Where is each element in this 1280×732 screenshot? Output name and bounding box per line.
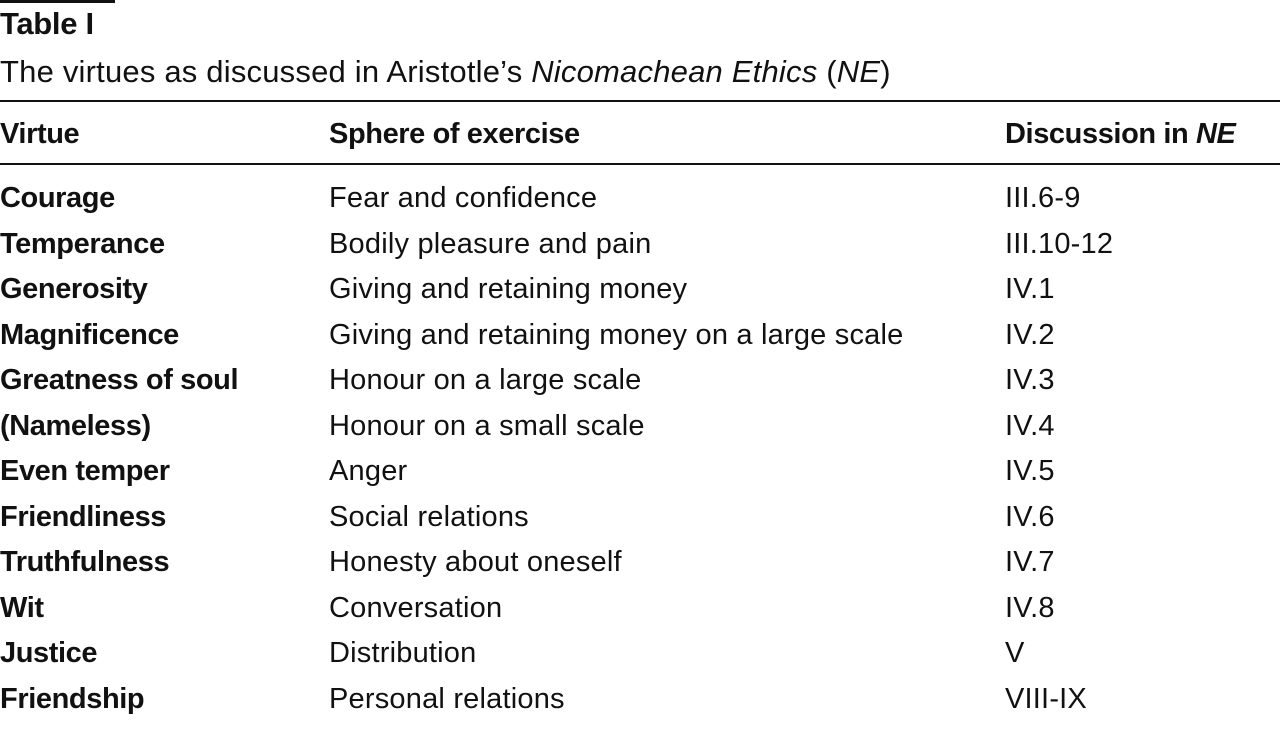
sphere-cell: Honour on a large scale [329,364,642,396]
sphere-cell: Distribution [329,637,477,669]
discussion-cell: III.6-9 [1005,182,1081,214]
column-header-discussion-abbr: NE [1196,118,1236,150]
table-row [0,358,1280,403]
discussion-cell: VIII-IX [1005,682,1087,715]
discussion-cell: III.10-12 [1005,227,1114,260]
table-label: Table I [0,6,94,41]
table-row [0,586,1280,631]
table-label-rule [0,0,115,3]
sphere-cell: Giving and retaining money [329,273,688,305]
virtue-cell: Wit [0,591,44,624]
virtue-cell: Generosity [0,273,148,305]
table-row [0,222,1280,267]
table-header-row [0,112,1280,157]
virtue-cell: Friendship [0,682,145,715]
caption-suffix: ) [880,54,891,89]
virtue-cell: Magnificence [0,318,179,351]
discussion-cell: IV.4 [1005,409,1055,442]
sphere-cell: Fear and confidence [329,182,598,214]
discussion-cell: IV.2 [1005,318,1055,351]
virtue-cell: Truthfulness [0,546,170,578]
column-header-virtue: Virtue [0,118,80,150]
table-top-rule [0,100,1280,102]
discussion-cell: IV.6 [1005,500,1055,533]
virtue-cell: Courage [0,182,115,214]
virtue-cell: Temperance [0,227,165,260]
virtue-cell: Friendliness [0,500,167,533]
virtue-cell: Even temper [0,455,170,487]
virtue-cell: (Nameless) [0,409,151,442]
discussion-cell: V [1005,637,1025,669]
table-row [0,404,1280,449]
virtue-cell: Justice [0,637,98,669]
sphere-cell: Anger [329,455,408,487]
sphere-cell: Personal relations [329,682,565,715]
column-header-discussion [1005,112,1236,157]
caption-prefix: The virtues as discussed in Aristotle’s [0,54,532,89]
discussion-cell: IV.5 [1005,455,1055,487]
table-row [0,631,1280,676]
column-header-discussion-prefix: Discussion in [1005,118,1196,150]
caption-book-title: Nicomachean Ethics [531,54,818,89]
sphere-cell: Conversation [329,591,503,624]
discussion-cell: IV.1 [1005,273,1055,305]
table-row [0,540,1280,585]
column-header-sphere: Sphere of exercise [329,118,580,150]
discussion-cell: IV.8 [1005,591,1055,624]
caption-abbreviation: NE [836,54,881,89]
sphere-cell: Giving and retaining money on a large scale [329,318,904,351]
virtue-cell: Greatness of soul [0,364,239,396]
sphere-cell: Social relations [329,500,529,533]
table-row [0,495,1280,540]
discussion-cell: IV.7 [1005,546,1055,578]
table-row [0,267,1280,312]
table-row [0,176,1280,221]
table-caption [0,52,891,92]
table-row [0,677,1280,722]
table-row [0,449,1280,494]
sphere-cell: Honesty about oneself [329,546,622,578]
caption-middle: ( [817,54,837,89]
table-header-rule [0,163,1280,165]
discussion-cell: IV.3 [1005,364,1055,396]
table-row [0,313,1280,358]
sphere-cell: Honour on a small scale [329,409,645,442]
sphere-cell: Bodily pleasure and pain [329,227,652,260]
